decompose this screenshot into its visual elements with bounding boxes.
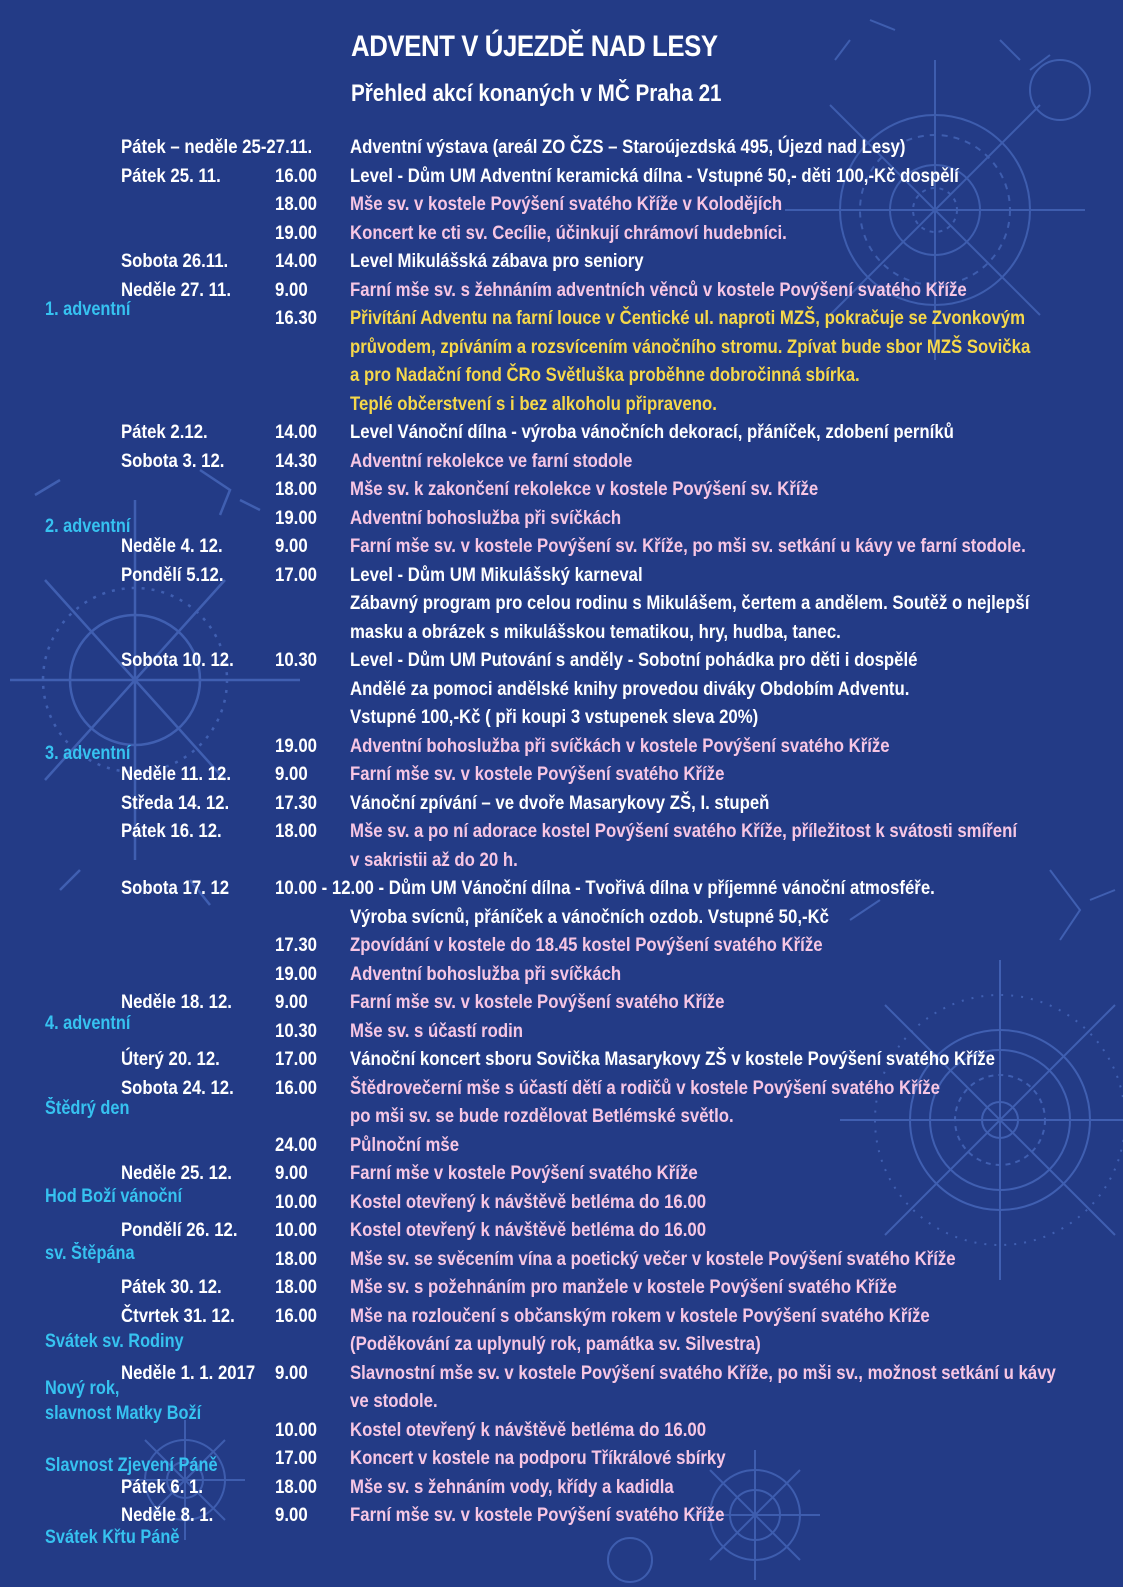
liturgical-label: slavnost Matky Boží <box>45 1403 202 1424</box>
event-description: (Poděkování za uplynulý rok, památka sv. Silvestra) <box>350 1333 761 1355</box>
schedule-row <box>0 1159 1123 1187</box>
schedule-row <box>0 1102 1123 1130</box>
event-day: Sobota 24. 12. <box>121 1077 234 1099</box>
event-description: a pro Nadační fond ČRo Světluška proběhne dobročinná sbírka. <box>350 364 860 386</box>
event-time: 14.00 <box>275 250 317 272</box>
schedule-row <box>0 789 1123 817</box>
event-description: Teplé občerstvení s i bez alkoholu připraveno. <box>350 393 717 415</box>
event-description: ve stodole. <box>350 1390 438 1412</box>
schedule-row <box>0 703 1123 731</box>
event-day: Pátek 25. 11. <box>121 165 221 187</box>
event-day: Pátek 30. 12. <box>121 1276 222 1298</box>
event-time: 14.30 <box>275 450 317 472</box>
page-title: ADVENT V ÚJEZDĚ NAD LESY <box>351 30 718 63</box>
event-description: Mše sv. se svěcením vína a poetický večer v kostele Povýšení svatého Kříže <box>350 1248 956 1270</box>
event-day: Sobota 10. 12. <box>121 649 234 671</box>
event-description: Farní mše sv. v kostele Povýšení sv. Kříže, po mši sv. setkání u kávy ve farní stodole. <box>350 535 1026 557</box>
event-description: Zpovídání v kostele do 18.45 kostel Povýšení svatého Kříže <box>350 934 823 956</box>
event-time: 17.00 <box>275 1447 317 1469</box>
event-time: 17.30 <box>275 792 317 814</box>
event-description: Farní mše sv. v kostele Povýšení svatého Kříže <box>350 991 725 1013</box>
schedule-row <box>0 988 1123 1016</box>
event-description: Adventní bohoslužba při svíčkách <box>350 963 622 985</box>
event-description: Adventní bohoslužba při svíčkách v kostele Povýšení svatého Kříže <box>350 735 890 757</box>
event-description: průvodem, zpíváním a rozsvícením vánočního stromu. Zpívat bude sbor MZŠ Sovička <box>350 336 1031 358</box>
schedule-row <box>0 276 1123 304</box>
liturgical-label: sv. Štěpána <box>45 1243 135 1264</box>
liturgical-label: 1. adventní <box>45 299 131 320</box>
schedule-row <box>0 675 1123 703</box>
schedule-row <box>0 732 1123 760</box>
event-description: Farní mše sv. s žehnáním adventních věnců v kostele Povýšení svatého Kříže <box>350 279 967 301</box>
schedule-row <box>0 960 1123 988</box>
event-time: 16.00 <box>275 1305 317 1327</box>
event-description: Level - Dům UM Putování s anděly - Sobotní pohádka pro děti i dospělé <box>350 649 918 671</box>
event-day: Pátek – neděle 25-27.11. <box>121 136 313 158</box>
event-day: Pátek 16. 12. <box>121 820 222 842</box>
event-time: 9.00 <box>275 991 308 1013</box>
event-description: Koncert v kostele na podporu Tříkrálové sbírky <box>350 1447 726 1469</box>
event-description: Zábavný program pro celou rodinu s Mikulášem, čertem a andělem. Soutěž o nejlepší <box>350 592 1030 614</box>
event-description: Mše sv. v kostele Povýšení svatého Kříže v Kolodějích <box>350 193 783 215</box>
event-description: Adventní rekolekce ve farní stodole <box>350 450 633 472</box>
schedule-row <box>0 646 1123 674</box>
liturgical-label: Nový rok, <box>45 1378 120 1399</box>
event-description: Mše na rozloučení s občanským rokem v kostele Povýšení svatého Kříže <box>350 1305 930 1327</box>
event-time: 19.00 <box>275 735 317 757</box>
event-day: Úterý 20. 12. <box>121 1048 220 1070</box>
event-time: 14.00 <box>275 421 317 443</box>
event-time: 16.30 <box>275 307 317 329</box>
schedule-row <box>0 760 1123 788</box>
event-day: Neděle 11. 12. <box>121 763 232 785</box>
event-day: Neděle 27. 11. <box>121 279 232 301</box>
schedule-row <box>0 1245 1123 1273</box>
liturgical-label: Slavnost Zjevení Páně <box>45 1455 218 1476</box>
schedule-row <box>0 418 1123 446</box>
event-day: Neděle 18. 12. <box>121 991 232 1013</box>
event-day: Pondělí 26. 12. <box>121 1219 238 1241</box>
schedule-row <box>0 1273 1123 1301</box>
event-time: 19.00 <box>275 507 317 529</box>
schedule-row <box>0 1302 1123 1330</box>
event-day: Neděle 25. 12. <box>121 1162 232 1184</box>
event-description: Adventní výstava (areál ZO ČZS – Staroújezdská 495, Újezd nad Lesy) <box>350 136 906 158</box>
event-description: Půlnoční mše <box>350 1134 460 1156</box>
schedule-row <box>0 1074 1123 1102</box>
event-time: 9.00 <box>275 1504 308 1526</box>
event-description: Farní mše v kostele Povýšení svatého Kříže <box>350 1162 698 1184</box>
schedule-row <box>0 1359 1123 1387</box>
event-day: Čtvrtek 31. 12. <box>121 1305 235 1327</box>
event-description: Vánoční zpívání – ve dvoře Masarykovy ZŠ, I. stupeň <box>350 792 770 814</box>
liturgical-label: Hod Boží vánoční <box>45 1186 183 1207</box>
schedule-row <box>0 475 1123 503</box>
schedule-row <box>0 390 1123 418</box>
page-subtitle: Přehled akcí konaných v MČ Praha 21 <box>351 80 722 107</box>
event-description: v sakristii až do 20 h. <box>350 849 518 871</box>
event-day: Sobota 3. 12. <box>121 450 225 472</box>
event-description: Level - Dům UM Mikulášský karneval <box>350 564 643 586</box>
schedule-row <box>0 247 1123 275</box>
event-time: 10.00 <box>275 1191 317 1213</box>
event-time: 9.00 <box>275 1162 308 1184</box>
event-description: Mše sv. s požehnáním pro manžele v kostele Povýšení svatého Kříže <box>350 1276 897 1298</box>
event-day: Neděle 8. 1. <box>121 1504 214 1526</box>
event-time: 18.00 <box>275 1476 317 1498</box>
event-day: Středa 14. 12. <box>121 792 230 814</box>
liturgical-label: 3. adventní <box>45 743 131 764</box>
schedule-row <box>0 1216 1123 1244</box>
event-day: Neděle 4. 12. <box>121 535 223 557</box>
schedule-row <box>0 1501 1123 1529</box>
event-description: Level - Dům UM Adventní keramická dílna - Vstupné 50,- děti 100,-Kč dospělí <box>350 165 959 187</box>
schedule-row <box>0 931 1123 959</box>
event-time: 9.00 <box>275 763 308 785</box>
schedule-row <box>0 1045 1123 1073</box>
event-description: Kostel otevřený k návštěvě betléma do 16.00 <box>350 1219 707 1241</box>
schedule-row <box>0 618 1123 646</box>
event-description: po mši sv. se bude rozdělovat Betlémské světlo. <box>350 1105 734 1127</box>
event-time: 19.00 <box>275 222 317 244</box>
event-description: Výroba svícnů, přáníček a vánočních ozdob. Vstupné 50,-Kč <box>350 906 830 928</box>
event-description: Štědrovečerní mše s účastí dětí a rodičů v kostele Povýšení svatého Kříže <box>350 1077 941 1099</box>
event-time: 18.00 <box>275 1276 317 1298</box>
schedule-row <box>0 447 1123 475</box>
event-time: 16.00 <box>275 1077 317 1099</box>
schedule-row <box>0 874 1123 902</box>
event-day: Pátek 6. 1. <box>121 1476 204 1498</box>
event-time: 10.00 <box>275 1419 317 1441</box>
event-time: 17.30 <box>275 934 317 956</box>
schedule-row <box>0 219 1123 247</box>
event-description: Koncert ke cti sv. Cecílie, účinkují chrámoví hudebníci. <box>350 222 787 244</box>
event-description: Farní mše sv. v kostele Povýšení svatého Kříže <box>350 1504 725 1526</box>
event-time: 10.00 - 12.00 - Dům UM Vánoční dílna - Tvořivá dílna v příjemné vánoční atmosféře. <box>275 877 935 899</box>
event-day: Pondělí 5.12. <box>121 564 224 586</box>
event-time: 18.00 <box>275 478 317 500</box>
event-time: 24.00 <box>275 1134 317 1156</box>
event-description: Mše sv. s účastí rodin <box>350 1020 524 1042</box>
schedule-row <box>0 504 1123 532</box>
schedule-row <box>0 532 1123 560</box>
event-time: 9.00 <box>275 279 308 301</box>
event-time: 9.00 <box>275 1362 308 1384</box>
event-description: Vstupné 100,-Kč ( při koupi 3 vstupenek sleva 20%) <box>350 706 759 728</box>
event-time: 10.30 <box>275 649 317 671</box>
event-description: Vánoční koncert sboru Sovička Masarykovy ZŠ v kostele Povýšení svatého Kříže <box>350 1048 995 1070</box>
event-time: 18.00 <box>275 193 317 215</box>
schedule-row <box>0 589 1123 617</box>
event-time: 9.00 <box>275 535 308 557</box>
event-time: 18.00 <box>275 820 317 842</box>
liturgical-label: Svátek Křtu Páně <box>45 1527 180 1548</box>
event-description: Mše sv. k zakončení rekolekce v kostele Povýšení sv. Kříže <box>350 478 819 500</box>
event-time: 17.00 <box>275 1048 317 1070</box>
schedule-row <box>0 304 1123 332</box>
event-day: Sobota 17. 12 <box>121 877 230 899</box>
event-description: Level Mikulášská zábava pro seniory <box>350 250 644 272</box>
event-description: Mše sv. a po ní adorace kostel Povýšení svatého Kříže, příležitost k svátosti smíření <box>350 820 1018 842</box>
event-description: Andělé za pomoci andělské knihy provedou diváky Obdobím Adventu. <box>350 678 910 700</box>
event-description: Farní mše sv. v kostele Povýšení svatého Kříže <box>350 763 725 785</box>
liturgical-label: 2. adventní <box>45 516 131 537</box>
event-time: 17.00 <box>275 564 317 586</box>
event-day: Pátek 2.12. <box>121 421 208 443</box>
event-description: Kostel otevřený k návštěvě betléma do 16.00 <box>350 1419 707 1441</box>
schedule-row <box>0 903 1123 931</box>
event-description: Adventní bohoslužba při svíčkách <box>350 507 622 529</box>
schedule-row <box>0 1017 1123 1045</box>
event-day: Sobota 26.11. <box>121 250 229 272</box>
schedule-row <box>0 190 1123 218</box>
event-description: Level Vánoční dílna - výroba vánočních dekorací, přáníček, zdobení perníků <box>350 421 954 443</box>
schedule-row-first <box>0 133 1123 161</box>
liturgical-label: 4. adventní <box>45 1013 131 1034</box>
schedule-row <box>0 1131 1123 1159</box>
event-time: 10.00 <box>275 1219 317 1241</box>
event-description: Mše sv. s žehnáním vody, křídy a kadidla <box>350 1476 674 1498</box>
event-description: Slavnostní mše sv. v kostele Povýšení svatého Kříže, po mši sv., možnost setkání u kávy <box>350 1362 1056 1384</box>
event-time: 16.00 <box>275 165 317 187</box>
schedule-row <box>0 561 1123 589</box>
liturgical-label: Štědrý den <box>45 1098 130 1119</box>
event-description: masku a obrázek s mikulášskou tematikou, hry, hudba, tanec. <box>350 621 841 643</box>
event-description: Kostel otevřený k návštěvě betléma do 16.00 <box>350 1191 707 1213</box>
schedule-row <box>0 846 1123 874</box>
schedule-row <box>0 817 1123 845</box>
schedule-row <box>0 333 1123 361</box>
event-description: Přivítání Adventu na farní louce v Čentické ul. naproti MZŠ, pokračuje se Zvonkovým <box>350 307 1026 329</box>
event-time: 10.30 <box>275 1020 317 1042</box>
liturgical-label: Svátek sv. Rodiny <box>45 1331 184 1352</box>
event-day: Neděle 1. 1. 2017 <box>121 1362 256 1384</box>
schedule-row <box>0 361 1123 389</box>
event-time: 18.00 <box>275 1248 317 1270</box>
event-time: 19.00 <box>275 963 317 985</box>
schedule-row <box>0 162 1123 190</box>
